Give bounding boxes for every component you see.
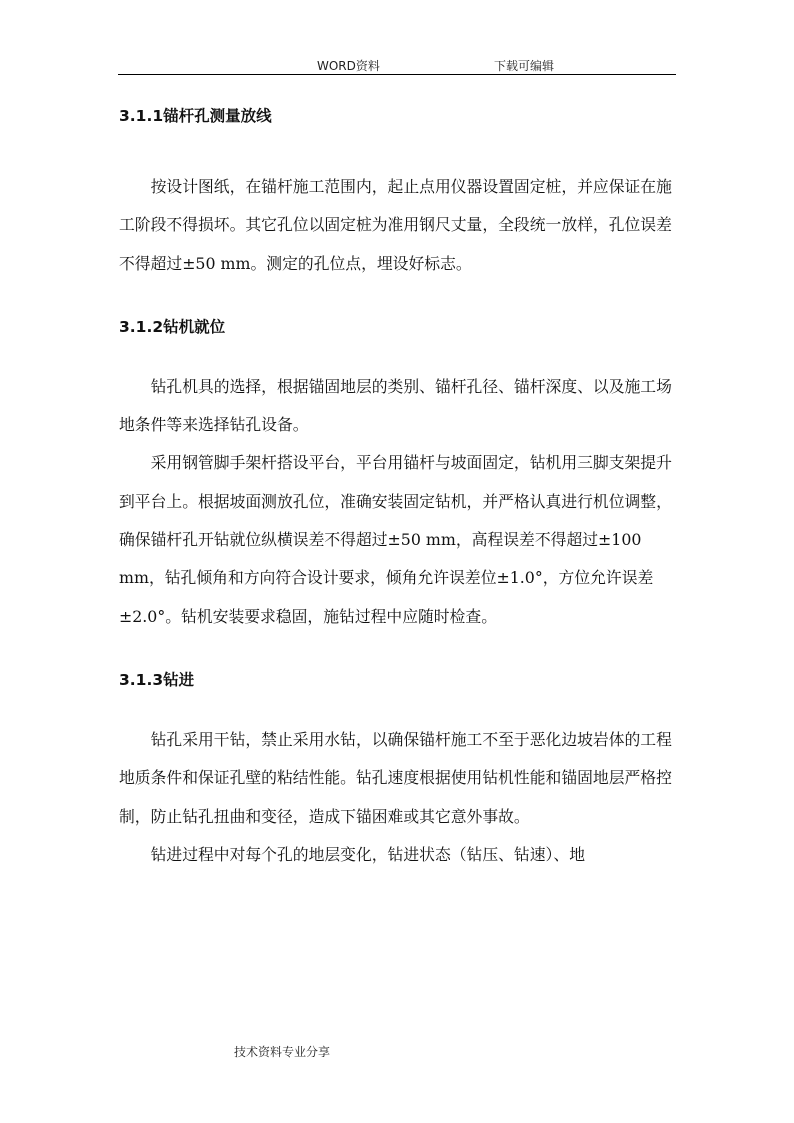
section-3-1-2-paragraph-1: 钻孔机具的选择，根据锚固地层的类别、锚杆孔径、锚杆深度、以及施工场地条件等来选择钻孔设备。 — [119, 376, 672, 435]
section-3-1-3-paragraph-2: 钻进过程中对每个孔的地层变化，钻进状态（钻压、钻速）、地 — [150, 844, 586, 864]
section-3-1-2-paragraph-2: 采用钢管脚手架杆搭设平台，平台用锚杆与坡面固定，钻机用三脚支架提升到平台上。根据坡面测放孔位，准确安装固定钻机，并严格认真进行机位调整，确保锚杆孔开钻就位纵横误差不得超过±50 mm，高程误差不得超过±100 mm，钻孔倾角和方向符合设计要求，倾角允许误差位±1.0°，方位允许误差±2.0°。钻机安装要求稳固，施钻过程中应随时检查。 — [119, 453, 672, 626]
page-footer: 技术资料专业分享 — [234, 1045, 331, 1059]
document-body — [119, 104, 679, 874]
section-heading-3-1-3: 3.1.3钻进 — [119, 670, 195, 689]
page-header — [118, 54, 676, 75]
section-3-1-1-paragraph-1: 按设计图纸，在锚杆施工范围内，起止点用仪器设置固定桩，并应保证在施工阶段不得损坏。其它孔位以固定桩为准用钢尺丈量，全段统一放样，孔位误差不得超过±50 mm。测定的孔位点，埋设好标志。 — [119, 177, 672, 273]
section-3-1-3-paragraph-1: 钻孔采用干钻，禁止采用水钻，以确保锚杆施工不至于恶化边坡岩体的工程地质条件和保证孔壁的粘结性能。钻孔速度根据使用钻机性能和锚固地层严格控制，防止钻孔扭曲和变径，造成下锚困难或其它意外事故。 — [119, 729, 672, 826]
header-left-text: WORD资料 — [317, 59, 380, 73]
header-right-text: 下载可编辑 — [494, 59, 555, 73]
section-heading-3-1-2: 3.1.2钻机就位 — [119, 317, 226, 336]
section-heading-3-1-1: 3.1.1锚杆孔测量放线 — [119, 107, 272, 125]
